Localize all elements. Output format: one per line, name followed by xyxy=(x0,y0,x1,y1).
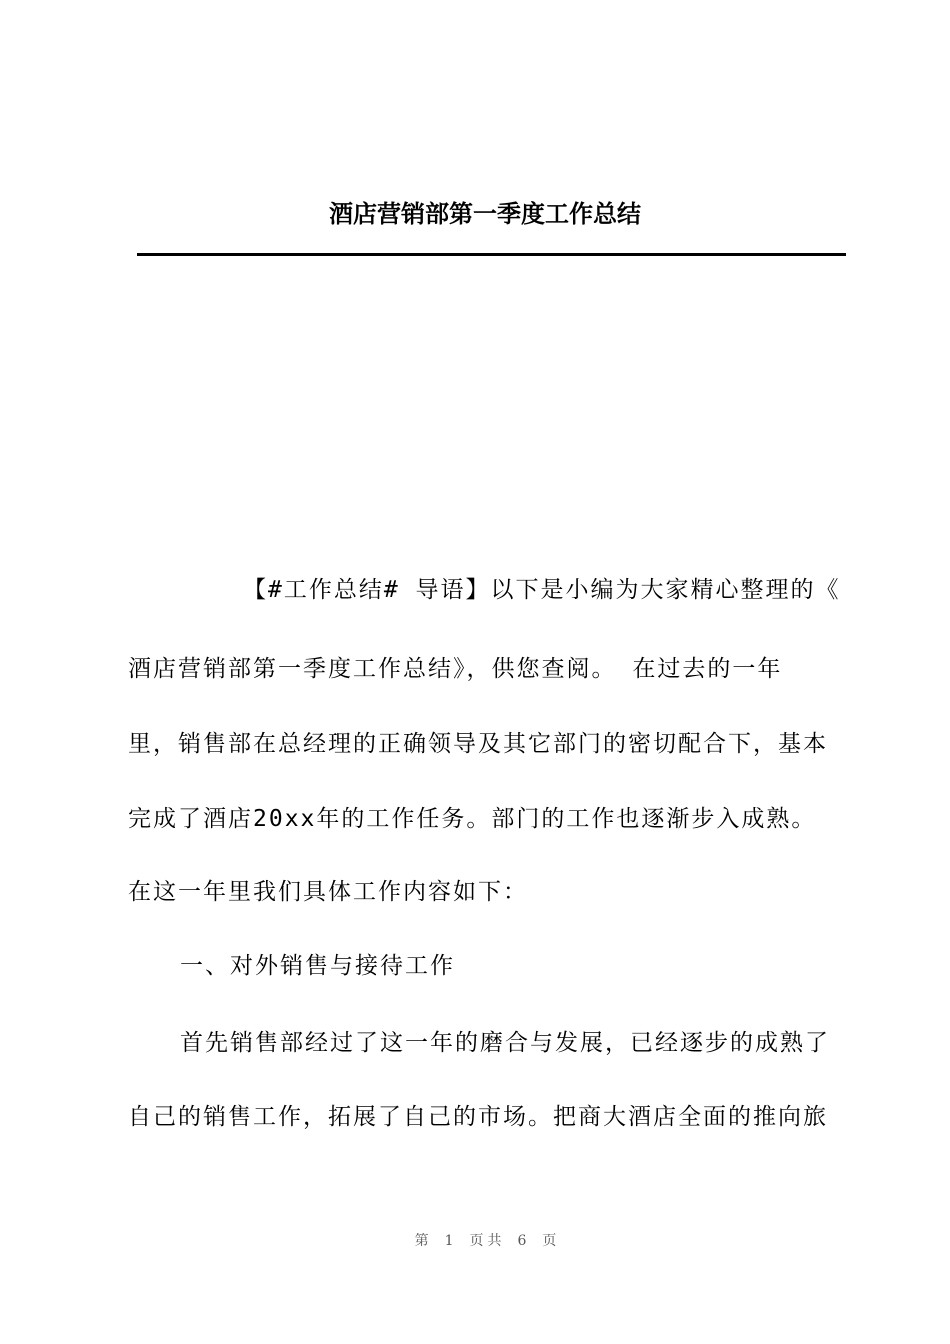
paragraph-line-3: 里，销售部在总经理的正确领导及其它部门的密切配合下，基本 xyxy=(128,731,828,757)
title-underline xyxy=(137,253,846,256)
document-title: 酒店营销部第一季度工作总结 xyxy=(329,199,641,228)
paragraph-line-8: 自己的销售工作，拓展了自己的市场。把商大酒店全面的推向旅 xyxy=(128,1104,828,1130)
footer-page-prefix: 第 xyxy=(414,1233,433,1249)
footer-page-number: 1 xyxy=(444,1233,458,1249)
paragraph-line-1: 【#工作总结# 导语】以下是小编为大家精心整理的《 xyxy=(243,577,841,603)
paragraph-line-5: 在这一年里我们具体工作内容如下： xyxy=(128,879,528,905)
footer-page-suffix: 页 xyxy=(542,1233,561,1249)
paragraph-line-7: 首先销售部经过了这一年的磨合与发展，已经逐步的成熟了 xyxy=(180,1030,830,1056)
footer-page-total: 6 xyxy=(517,1233,531,1249)
page-footer xyxy=(0,1230,950,1250)
section-heading: 一、对外销售与接待工作 xyxy=(180,953,455,979)
footer-page-mid: 页共 xyxy=(469,1233,506,1249)
paragraph-line-2: 酒店营销部第一季度工作总结》，供您查阅。 在过去的一年 xyxy=(128,656,783,682)
paragraph-line-4: 完成了酒店20xx年的工作任务。部门的工作也逐渐步入成熟。 xyxy=(128,806,817,832)
